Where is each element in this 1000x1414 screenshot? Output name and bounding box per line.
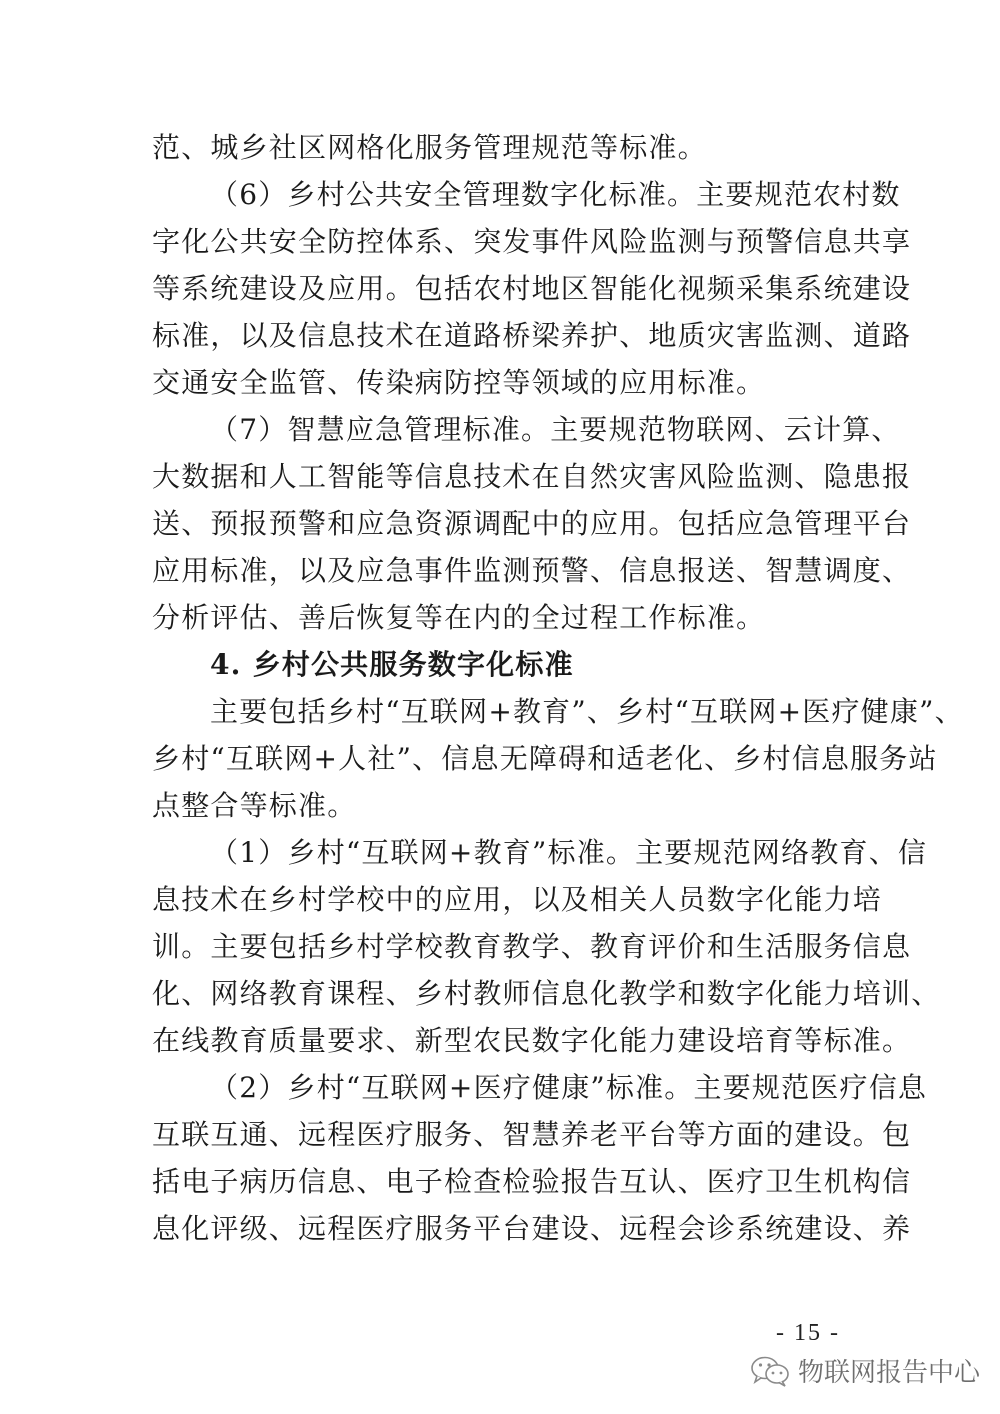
text-line: 主要包括乡村“互联网+教育”、乡村“互联网+医疗健康”、 <box>210 695 964 728</box>
watermark-text: 物联网报告中心 <box>798 1358 981 1388</box>
text-line: 息化评级、远程医疗服务平台建设、远程会诊系统建设、养 <box>152 1212 912 1245</box>
text-line: 训。主要包括乡村学校教育教学、教育评价和生活服务信息 <box>152 930 912 963</box>
page-number: - 15 - <box>776 1320 840 1346</box>
text-line: 等系统建设及应用。包括农村地区智能化视频采集系统建设 <box>152 272 912 305</box>
text-line: 送、预报预警和应急资源调配中的应用。包括应急管理平台 <box>152 507 912 540</box>
document-body <box>152 124 964 1252</box>
text-line: 化、网络教育课程、乡村教师信息化教学和数字化能力培训、 <box>152 977 941 1010</box>
text-line: 字化公共安全防控体系、突发事件风险监测与预警信息共享 <box>152 225 912 258</box>
section-heading: 4. 乡村公共服务数字化标准 <box>210 648 574 681</box>
text-line: 乡村“互联网+人社”、信息无障碍和适老化、乡村信息服务站 <box>152 742 938 775</box>
text-line: 括电子病历信息、电子检查检验报告互认、医疗卫生机构信 <box>152 1165 912 1198</box>
text-line: 标准，以及信息技术在道路桥梁养护、地质灾害监测、道路 <box>152 319 912 352</box>
text-line: 大数据和人工智能等信息技术在自然灾害风险监测、隐患报 <box>152 460 912 493</box>
text-line: 范、城乡社区网格化服务管理规范等标准。 <box>152 131 707 164</box>
text-line: （1）乡村“互联网+教育”标准。主要规范网络教育、信 <box>210 836 928 869</box>
text-line: 互联互通、远程医疗服务、智慧养老平台等方面的建设。包 <box>152 1118 912 1151</box>
text-line: （7）智慧应急管理标准。主要规范物联网、云计算、 <box>210 413 901 446</box>
text-line: 分析评估、善后恢复等在内的全过程工作标准。 <box>152 601 766 634</box>
text-line: 应用标准，以及应急事件监测预警、信息报送、智慧调度、 <box>152 554 912 587</box>
text-line: 在线教育质量要求、新型农民数字化能力建设培育等标准。 <box>152 1024 912 1057</box>
wechat-icon <box>750 1355 790 1387</box>
text-line: 点整合等标准。 <box>152 789 357 822</box>
text-line: 交通安全监管、传染病防控等领域的应用标准。 <box>152 366 766 399</box>
text-line: 息技术在乡村学校中的应用，以及相关人员数字化能力培 <box>152 883 883 916</box>
watermark <box>750 1352 980 1389</box>
text-line: （6）乡村公共安全管理数字化标准。主要规范农村数 <box>210 178 901 211</box>
text-line: （2）乡村“互联网+医疗健康”标准。主要规范医疗信息 <box>210 1071 928 1104</box>
